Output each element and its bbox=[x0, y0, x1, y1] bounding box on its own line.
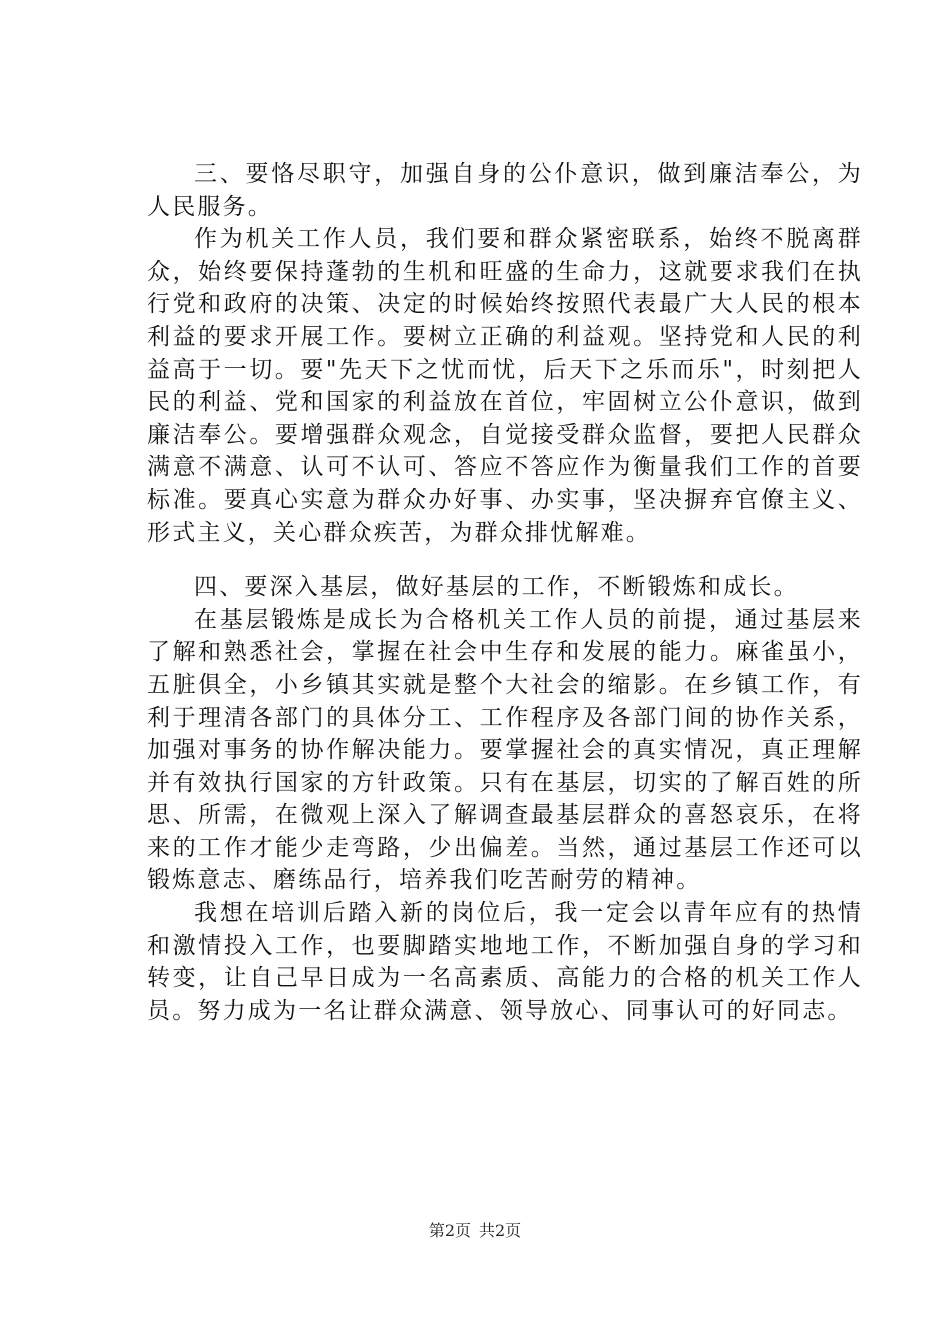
page-footer bbox=[0, 1218, 950, 1241]
section-3-paragraph: 作为机关工作人员，我们要和群众紧密联系，始终不脱离群众，始终要保持蓬勃的生机和旺盛的生命力，这就要求我们在执行党和政府的决策、决定的时候始终按照代表最广大人民的根本利益的要求开展工作。要树立正确的利益观。坚持党和人民的利益高于一切。要"先天下之忧而忧，后天下之乐而乐"，时刻把人民的利益、党和国家的利益放在首位，牢固树立公仆意识，做到廉洁奉公。要增强群众观念，自觉接受群众监督，要把人民群众满意不满意、认可不认可、答应不答应作为衡量我们工作的首要标准。要真心实意为群众办好事、办实事，坚决摒弃官僚主义、形式主义，关心群众疾苦，为群众排忧解难。 bbox=[147, 226, 863, 546]
section-4-heading: 四、要深入基层，做好基层的工作，不断锻炼和成长。 bbox=[194, 574, 799, 601]
closing-paragraph: 我想在培训后踏入新的岗位后，我一定会以青年应有的热情和激情投入工作，也要脚踏实地地工作，不断加强自身的学习和转变，让自己早日成为一名高素质、高能力的合格的机关工作人员。努力成为一名让群众满意、领导放心、同事认可的好同志。 bbox=[147, 900, 863, 1024]
section-3-heading: 三、要恪尽职守，加强自身的公仆意识，做到廉洁奉公，为人民服务。 bbox=[147, 161, 863, 220]
paragraph-gap bbox=[147, 549, 863, 571]
page-number-total: 共2页 bbox=[479, 1221, 522, 1240]
document-body bbox=[147, 158, 863, 1027]
page-number-current: 第2页 bbox=[428, 1221, 471, 1240]
section-4-paragraph: 在基层锻炼是成长为合格机关工作人员的前提，通过基层来了解和熟悉社会，掌握在社会中生存和发展的能力。麻雀虽小，五脏俱全，小乡镇其实就是整个大社会的缩影。在乡镇工作，有利于理清各部门的具体分工、工作程序及各部门间的协作关系，加强对事务的协作解决能力。要掌握社会的真实情况，真正理解并有效执行国家的方针政策。只有在基层，切实的了解百姓的所思、所需，在微观上深入了解调查最基层群众的喜怒哀乐，在将来的工作才能少走弯路，少出偏差。当然，通过基层工作还可以锻炼意志、磨练品行，培养我们吃苦耐劳的精神。 bbox=[147, 606, 863, 894]
